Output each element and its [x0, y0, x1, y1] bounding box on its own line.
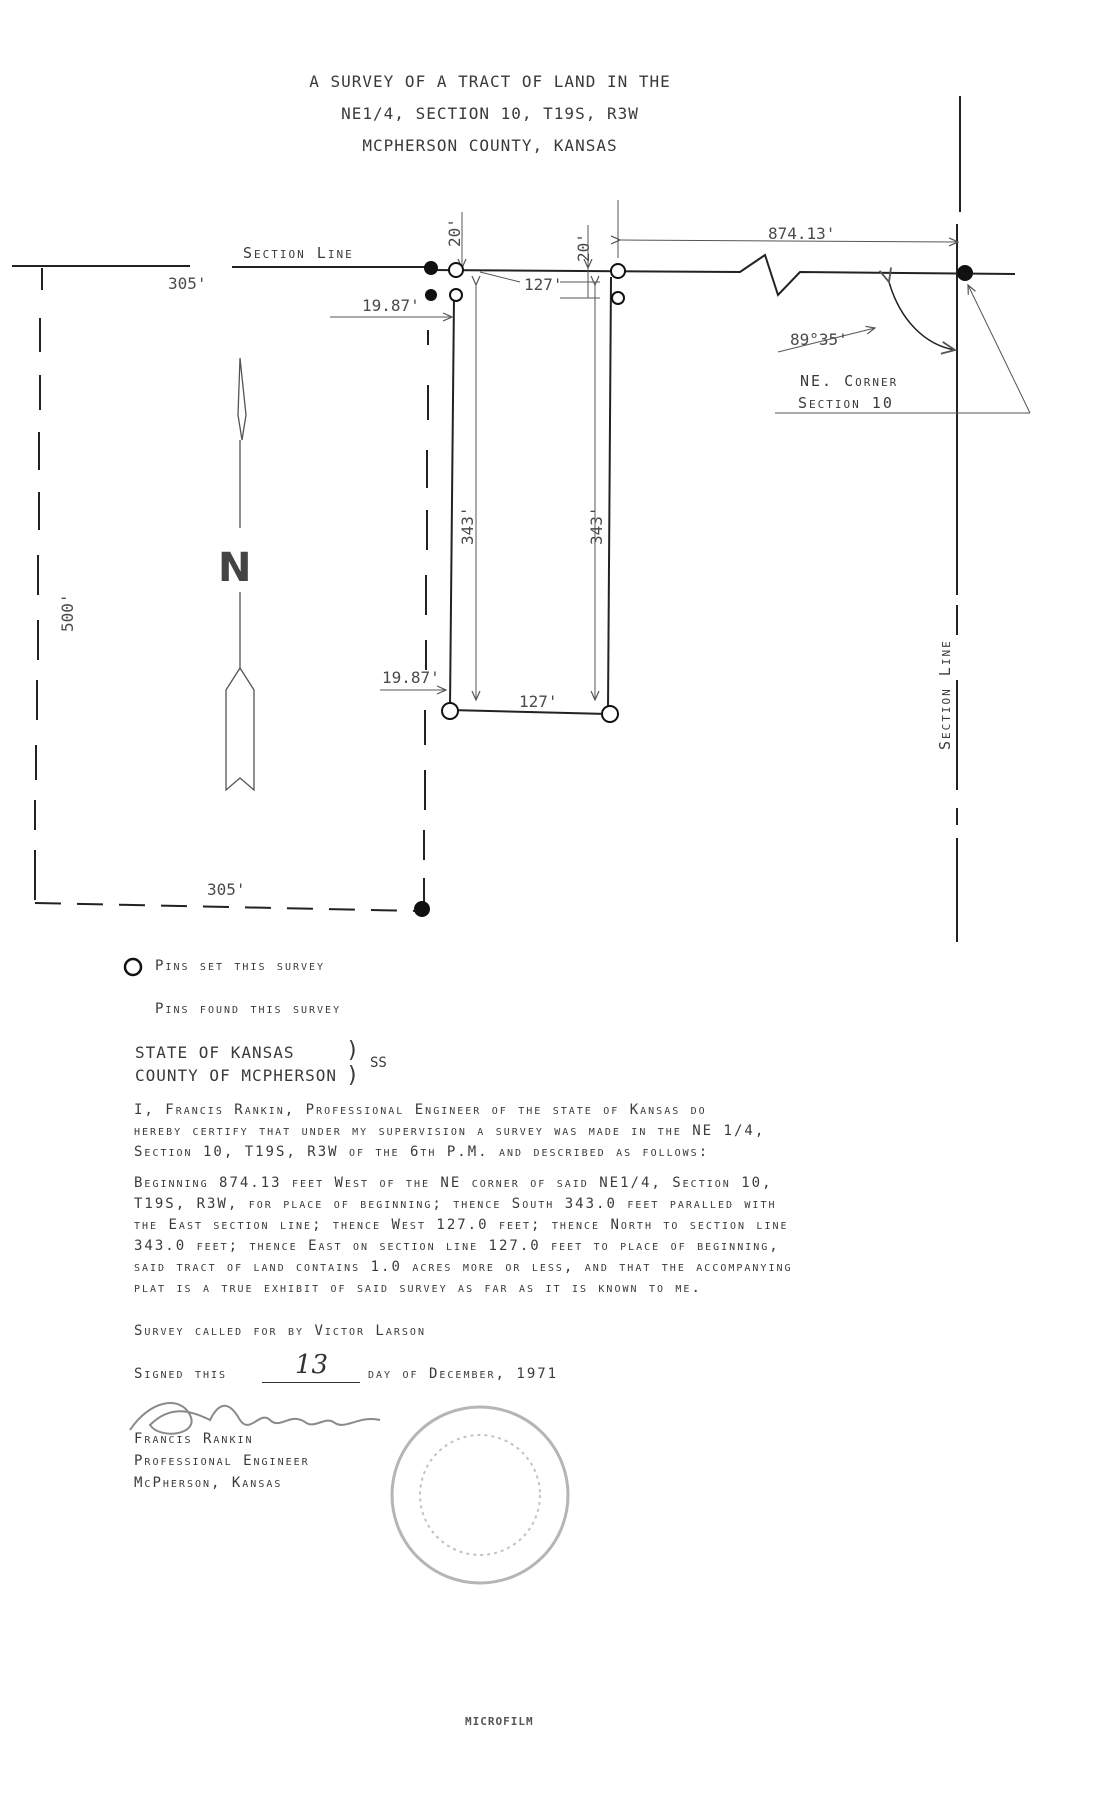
cert-ss: SS [370, 1055, 387, 1071]
tract-east-line [608, 277, 611, 710]
dim-127-bottom: 127' [519, 692, 558, 711]
pin-found [425, 289, 437, 301]
dim-20-left: 20' [445, 218, 464, 247]
cert-para2-line1: Beginning 874.13 feet West of the NE corner of said NE1/4, Section 10, [134, 1175, 773, 1191]
dim-127-top: 127' [524, 275, 563, 294]
cert-para2-line2: T19S, R3W, for place of beginning; thence South 343.0 feet paralled with [134, 1196, 777, 1212]
ne-corner-label-1: NE. Corner [800, 372, 899, 390]
title-line-2: NE1/4, SECTION 10, T19S, R3W [341, 104, 639, 123]
cert-state: STATE OF KANSAS [135, 1043, 295, 1062]
engineer-seal [385, 1400, 575, 1590]
section-line-top-right [430, 255, 1015, 295]
pin-set [442, 703, 458, 719]
cert-signed-suffix: day of December, 1971 [368, 1366, 559, 1382]
dim-500: 500' [58, 593, 77, 632]
signer-name: Francis Rankin [134, 1431, 254, 1447]
pin-set [450, 289, 462, 301]
section-line-top-label: Section Line [243, 244, 354, 262]
section-line-right-label: Section Line [936, 639, 954, 750]
signer-title: Professional Engineer [134, 1453, 310, 1469]
dim-343-left: 343' [458, 506, 477, 545]
pin-found [957, 265, 973, 281]
ne-corner-label-2: Section 10 [798, 394, 894, 412]
pin-set [449, 263, 463, 277]
legend-pins-found: Pins found this survey [155, 1001, 342, 1017]
pin-found [424, 261, 438, 275]
dim-305-bottom: 305' [207, 880, 246, 899]
tract-west-line [450, 297, 454, 706]
dim-angle: 89°35' [790, 330, 848, 349]
cert-called-for: Survey called for by Victor Larson [134, 1323, 426, 1339]
title-line-1: A SURVEY OF A TRACT OF LAND IN THE [309, 72, 671, 91]
signer-city: McPherson, Kansas [134, 1475, 283, 1491]
dim-874-13: 874.13' [768, 224, 836, 243]
dim-19-87-top: 19.87' [362, 296, 420, 315]
cert-paren-2: ) [346, 1063, 360, 1088]
pin-set [612, 292, 624, 304]
north-label: N [218, 545, 252, 591]
cert-para2-line3: the East section line; thence West 127.0 feet; thence North to section line [134, 1217, 789, 1233]
legend-pin-set-icon [125, 959, 141, 975]
microfilm-stamp: MICROFILM [465, 1715, 534, 1728]
cert-paren-1: ) [346, 1038, 360, 1063]
cert-para2-line4: 343.0 feet; thence East on section line 127.0 feet to place of beginning, [134, 1238, 780, 1254]
cert-signed-day: 13 [295, 1350, 329, 1380]
pin-set [602, 706, 618, 722]
title-line-3: MCPHERSON COUNTY, KANSAS [362, 136, 618, 155]
pin-set [611, 264, 625, 278]
cert-para1-line1: I, Francis Rankin, Professional Engineer of the state of Kansas do [134, 1102, 707, 1118]
cert-para2-line6: plat is a true exhibit of said survey as far as it is known to me. [134, 1280, 702, 1296]
cert-county: COUNTY OF MCPHERSON [135, 1066, 338, 1085]
cert-para1-line2: hereby certify that under my supervision a survey was made in the NE 1/4, [134, 1123, 766, 1139]
signed-day-underline [262, 1382, 360, 1383]
cert-signed-prefix: Signed this [134, 1366, 228, 1382]
dim-20-right: 20' [574, 233, 593, 262]
legend-pins-set: Pins set this survey [155, 958, 326, 974]
dim-305-top: 305' [168, 274, 207, 293]
cert-para2-line5: said tract of land contains 1.0 acres more or less, and that the accompanying [134, 1259, 793, 1275]
pin-found [414, 901, 430, 917]
cert-para1-line3: Section 10, T19S, R3W of the 6th P.M. and described as follows: [134, 1144, 710, 1160]
dim-19-87-bottom: 19.87' [382, 668, 440, 687]
dim-343-right: 343' [587, 506, 606, 545]
